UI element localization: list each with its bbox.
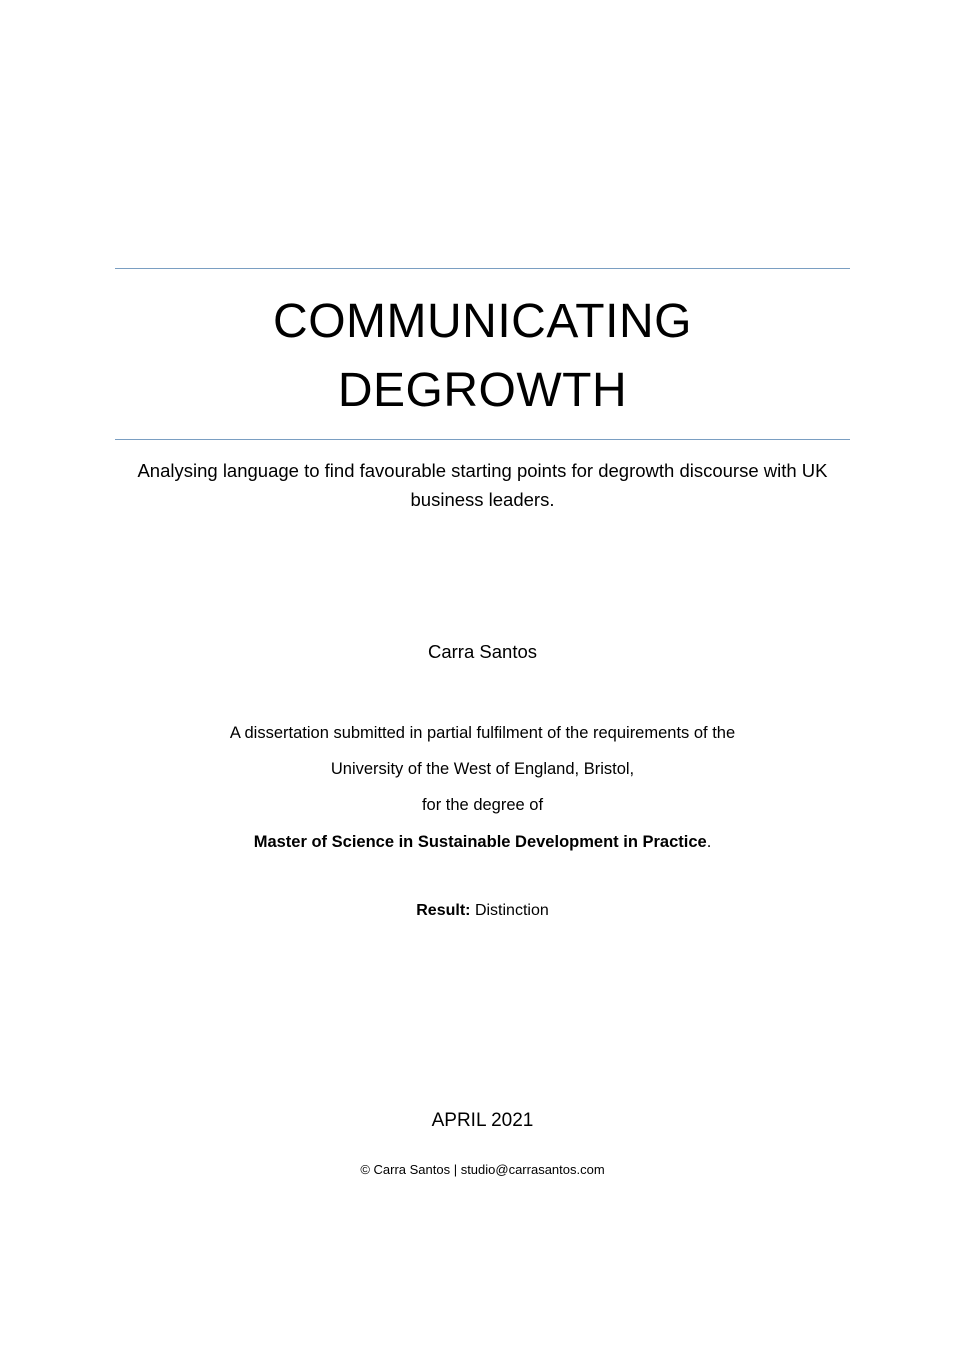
- title-page-content: [115, 268, 850, 1177]
- result-value: Distinction: [474, 901, 549, 919]
- statement-line-1: A dissertation submitted in partial fulfilment of the requirements of the: [229, 723, 736, 742]
- submission-statement: [115, 715, 850, 860]
- result-line: [115, 902, 850, 920]
- page-subtitle: Analysing language to find favourable starting points for degrowth discourse with UK business leaders.: [137, 460, 828, 511]
- bottom-divider-rule: [115, 439, 850, 440]
- result-label: Result:: [416, 901, 471, 919]
- page-title: [115, 269, 850, 439]
- publication-date: APRIL 2021: [431, 1109, 534, 1131]
- degree-period: .: [706, 832, 712, 851]
- degree-title: Master of Science in Sustainable Development in Practice: [253, 832, 707, 851]
- author-name: Carra Santos: [428, 640, 537, 662]
- title-line-2: DEGROWTH: [337, 364, 628, 418]
- statement-line-3: for the degree of: [421, 796, 544, 815]
- copyright-credit: © Carra Santos | studio@carrasantos.com: [360, 1161, 605, 1177]
- statement-line-2: University of the West of England, Bristol,: [330, 759, 635, 778]
- degree-line: [115, 824, 850, 860]
- title-line-1: COMMUNICATING: [273, 295, 692, 348]
